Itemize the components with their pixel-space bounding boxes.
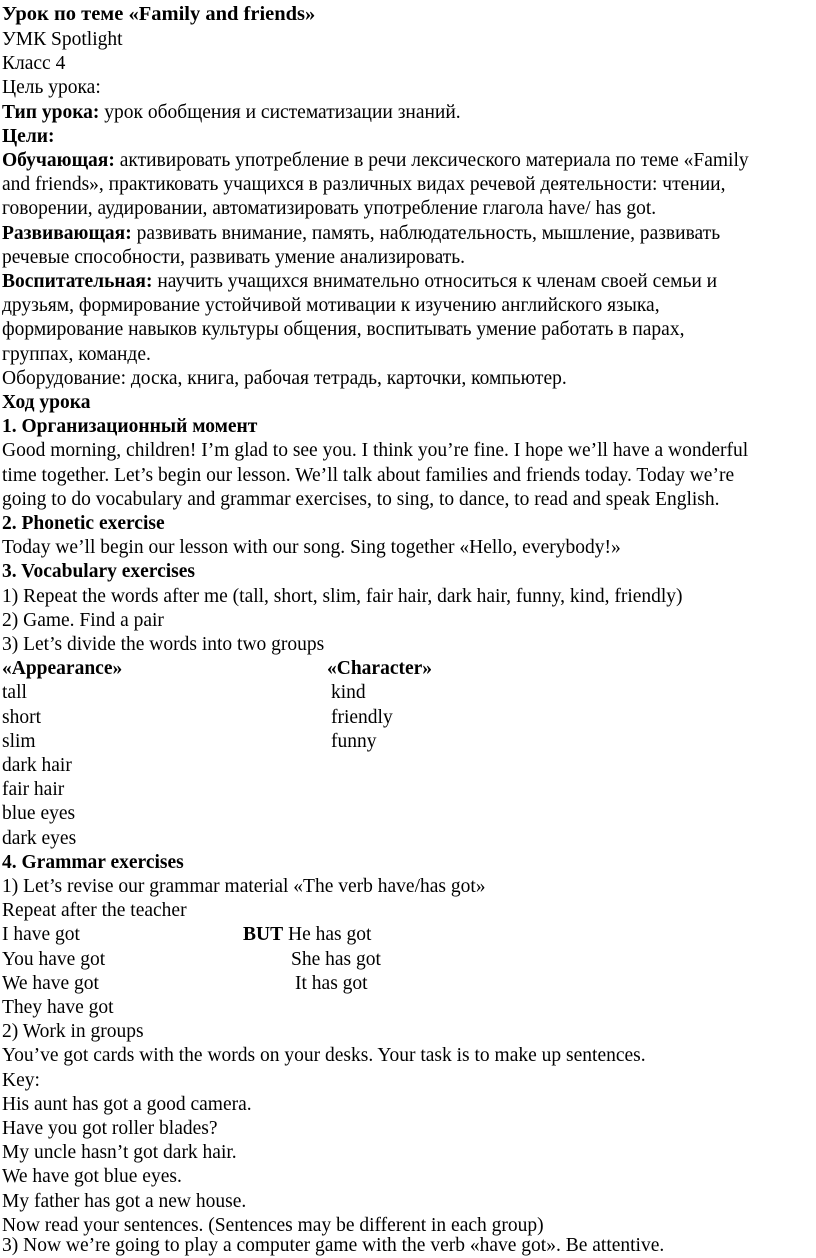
- goal-developing-text: развивать внимание, память, наблюдательность, мышление, развивать: [131, 223, 721, 244]
- goal-developing-label: Развивающая:: [2, 223, 132, 244]
- goal-teaching-text: активировать употребление в речи лексического материала по теме «Family: [114, 150, 749, 171]
- grade-line: Класс 4: [2, 53, 66, 74]
- lesson-type-label: Тип урока:: [2, 102, 100, 123]
- key-sentence: Have you got roller blades?: [2, 1118, 218, 1139]
- goal-teaching-label: Обучающая:: [2, 150, 115, 171]
- course-label: Ход урока: [2, 392, 91, 413]
- have-got-form: We have got: [2, 973, 99, 994]
- aim-line: Цель урока:: [2, 77, 101, 98]
- goal-developing-line: [2, 222, 720, 246]
- goal-teaching-line: [2, 149, 749, 173]
- appearance-word: dark hair: [2, 755, 72, 776]
- key-sentence: His aunt has got a good camera.: [2, 1094, 252, 1115]
- text-line: формирование навыков культуры общения, воспитывать умение работать в парах,: [2, 319, 685, 340]
- has-got-text: He has got: [283, 924, 372, 945]
- text-line: речевые способности, развивать умение анализировать.: [2, 247, 466, 268]
- lesson-type-line: [2, 101, 461, 125]
- have-got-form: I have got: [2, 924, 80, 945]
- text-line: going to do vocabulary and grammar exercises, to sing, to dance, to read and speak English.: [2, 489, 720, 510]
- text-line: говорении, аудировании, автоматизировать употребление глагола have/ has got.: [2, 198, 657, 219]
- umk-line: УМК Spotlight: [2, 29, 123, 50]
- key-sentence: My father has got a new house.: [2, 1191, 247, 1212]
- section4-heading: 4. Grammar exercises: [2, 852, 184, 873]
- goal-educational-label: Воспитательная:: [2, 271, 153, 292]
- key-sentence: We have got blue eyes.: [2, 1166, 182, 1187]
- goal-educational-line: [2, 270, 717, 294]
- text-line: друзьям, формирование устойчивой мотивации к изучению английского языка,: [2, 295, 660, 316]
- text-line: 1) Repeat the words after me (tall, short, slim, fair hair, dark hair, funny, kind, friendly): [2, 586, 683, 607]
- have-got-form: They have got: [2, 997, 114, 1018]
- appearance-word: fair hair: [2, 779, 65, 800]
- text-line: 2) Game. Find a pair: [2, 610, 164, 631]
- text-line: 2) Work in groups: [2, 1021, 144, 1042]
- has-got-form: It has got: [295, 973, 368, 994]
- appearance-word: dark eyes: [2, 828, 77, 849]
- lesson-type-text: урок обобщения и систематизации знаний.: [99, 102, 461, 123]
- text-line: Key:: [2, 1070, 40, 1091]
- text-line: You’ve got cards with the words on your desks. Your task is to make up sentences.: [2, 1045, 646, 1066]
- text-line: Repeat after the teacher: [2, 900, 187, 921]
- character-word: funny: [331, 731, 377, 752]
- appearance-header: «Appearance»: [2, 658, 123, 679]
- has-got-form: She has got: [291, 949, 381, 970]
- equipment-line: Оборудование: доска, книга, рабочая тетрадь, карточки, компьютер.: [2, 368, 567, 389]
- appearance-word: tall: [2, 682, 27, 703]
- text-line: 1) Let’s revise our grammar material «The verb have/has got»: [2, 876, 486, 897]
- goals-label: Цели:: [2, 126, 55, 147]
- appearance-word: short: [2, 707, 41, 728]
- goal-educational-text: научить учащихся внимательно относиться к членам своей семьи и: [152, 271, 718, 292]
- text-line: 3) Let’s divide the words into two groups: [2, 634, 325, 655]
- has-got-form: [243, 923, 371, 947]
- text-line: and friends», практиковать учащихся в различных видах речевой деятельности: чтении,: [2, 174, 726, 195]
- appearance-word: slim: [2, 731, 36, 752]
- key-sentence: My uncle hasn’t got dark hair.: [2, 1142, 237, 1163]
- section3-heading: 3. Vocabulary exercises: [2, 561, 196, 582]
- text-line: группах, команде.: [2, 344, 151, 365]
- section1-heading: 1. Организационный момент: [2, 416, 258, 437]
- text-line: Today we’ll begin our lesson with our song. Sing together «Hello, everybody!»: [2, 537, 621, 558]
- appearance-word: blue eyes: [2, 803, 76, 824]
- but-label: BUT: [243, 924, 284, 945]
- text-line: Now read your sentences. (Sentences may be different in each group): [2, 1215, 544, 1236]
- text-line: Good morning, children! I’m glad to see you. I think you’re fine. I hope we’ll have a wonderful: [2, 440, 749, 461]
- have-got-form: You have got: [2, 949, 106, 970]
- character-word: kind: [331, 682, 366, 703]
- text-line: time together. Let’s begin our lesson. We’ll talk about families and friends today. Today we’re: [2, 465, 735, 486]
- text-line: 3) Now we’re going to play a computer game with the verb «have got». Be attentive.: [2, 1235, 665, 1256]
- character-word: friendly: [331, 707, 393, 728]
- lesson-title: Урок по теме «Family and friends»: [2, 3, 316, 25]
- section2-heading: 2. Phonetic exercise: [2, 513, 165, 534]
- character-header: «Character»: [327, 658, 433, 679]
